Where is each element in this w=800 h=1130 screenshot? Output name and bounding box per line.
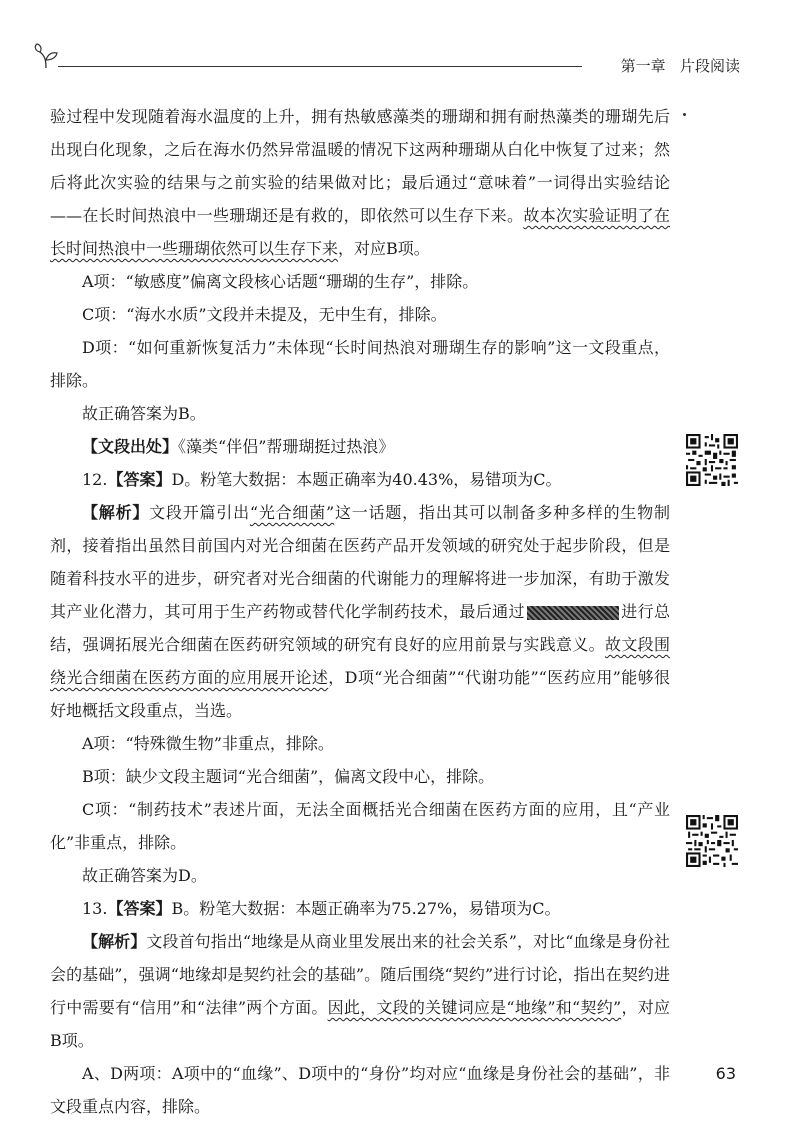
text-run: 进行总结，强调拓展光合细菌在医药研究领域的研究有良好的应用前景与实践意义。 [50,602,670,654]
page-number: 63 [715,1064,736,1083]
question-number: 12. [82,470,108,489]
q13-analysis [50,925,670,1057]
sprout-icon [34,42,60,70]
chapter-label: 第一章 [620,57,666,75]
question-number: 13. [82,899,108,918]
section-label: 片段阅读 [679,57,740,75]
redacted-blot [527,606,619,620]
page-body [50,100,670,1123]
answer-text: D。粉笔大数据：本题正确率为40.43%，易错项为C。 [171,470,562,489]
source-tag: 【文段出处】 [82,437,179,456]
header-rule [58,66,582,67]
text-run: 这一话题，指出其可以制备多种多样的生物制剂，接着指出虽然目前国内对光合细菌在医药产品开发领域的研究处于起步阶段，但是随着科技水平的进步，研究者对光合细菌的代谢能力的理解将进一步加深，有助于激发其产业化潜力，其可用于生产药物或替代化学制药技术，最后通过 [50,503,670,621]
text-run: ，D项“光合细菌”“代谢功能”“医药应用”能够很好地概括文段重点，当选。 [50,668,670,720]
q12-analysis [50,496,670,727]
qr-code-icon[interactable] [686,434,738,486]
key-sentence-underline: 故文段围绕光合细菌在医药方面的应用展开论述 [50,635,670,687]
q12-answer [50,463,670,496]
analysis-tag: 【解析】 [82,932,147,951]
keyword-underline: “光合细菌” [249,503,335,522]
answer-tag: 【答案】 [107,899,172,918]
paragraph-q11-explanation [50,100,670,265]
option-a-note: A项：“敏感度”偏离文段核心话题“珊瑚的生存”，排除。 [82,272,479,291]
qr-code-icon[interactable] [686,815,738,867]
source-title: 《藻类“伴侣”帮珊瑚挺过热浪》 [178,437,395,456]
scan-speck [683,113,686,116]
text-run: 验过程中发现随着海水温度的上升，拥有热敏感藻类的珊瑚和拥有耐热藻类的珊瑚先后出现白化现象，之后在海水仍然异常温暖的情况下这两种珊瑚从白化中恢复了过来；然后将此次实验的结果与之前实验的结果做对比；最后通过“意味着”一词得出实验结论——在长时间热浪中一些珊瑚还是有救的，即依然可以生存下来。 [50,107,670,225]
q12-final-answer: 故正确答案为D。 [82,866,207,885]
correct-answer-line: 故正确答案为B。 [82,404,206,423]
q12-option-a: A项：“特殊微生物”非重点，排除。 [82,734,334,753]
option-c-note: C项：“海水水质”文段并未提及，无中生有，排除。 [82,305,447,324]
answer-tag: 【答案】 [107,470,172,489]
source-line [50,430,670,463]
text-run: ，对应B项。 [50,998,670,1050]
q13-option-ad: A、D两项：A项中的“血缘”、D项中的“身份”均对应“血缘是身份社会的基础”，非文段重点内容，排除。 [50,1064,670,1116]
answer-text: B。粉笔大数据：本题正确率为75.27%，易错项为C。 [171,899,561,918]
analysis-tag: 【解析】 [82,503,150,522]
text-run: 文段开篇引出 [149,503,250,522]
text-run: ，对应B项。 [338,239,430,258]
page-header [34,42,740,75]
key-sentence-underline: 故本次实验证明了在长时间热浪中一些珊瑚依然可以生存下来 [50,206,670,258]
q12-option-b: B项：缺少文段主题词“光合细菌”，偏离文段中心，排除。 [82,767,495,786]
option-d-note: D项：“如何重新恢复活力”未体现“长时间热浪对珊瑚生存的影响”这一文段重点，排除。 [50,338,670,390]
text-run: 文段首句指出“地缘是从商业里发展出来的社会关系”，对比“血缘是身份社会的基础”，强调“地缘却是契约社会的基础”。随后围绕“契约”进行讨论，指出在契约进行中需要有“信用”和“法律”两个方面。 [50,932,670,1017]
q12-option-c: C项：“制药技术”表述片面，无法全面概括光合细菌在医药方面的应用，且“产业化”非重点，排除。 [50,800,670,852]
key-sentence-underline: 因此，文段的关键词应是“地缘”和“契约” [327,998,622,1017]
chapter-title [621,55,740,76]
q13-answer [50,892,670,925]
